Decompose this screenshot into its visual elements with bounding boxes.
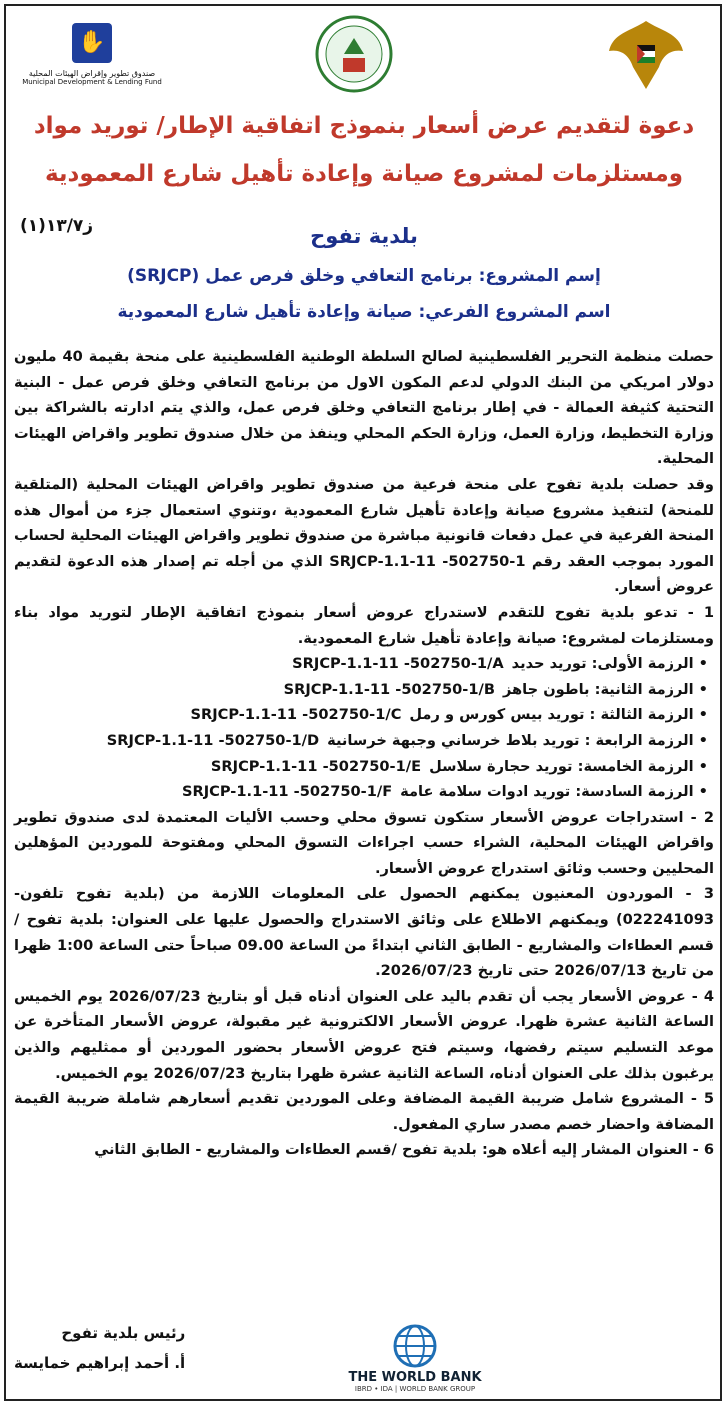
intro-paragraph-1: حصلت منظمة التحرير الفلسطينية لصالح السلطة الوطنية الفلسطينية على منحة بقيمة 40 مليون دولار امريكي من البنك الدولي لدعم المكون الاول من برنامج التعافي وخلق فرص عمل - البنية التحتية كثيفة العمالة - في إطار برنامج التعافي وخلق فرص عمل، والذي يتم ادارته بالشراكة بين وزارة التخطيط، وزارة العمل، وزارة الحكم المحلي وينفذ من خلال صندوق تطوير واقراض الهيئات المحلية. bbox=[14, 348, 714, 468]
world-bank-sub: IBRD • IDA | WORLD BANK GROUP bbox=[354, 1384, 476, 1393]
package-label: • الرزمة الثالثة : توريد بيس كورس و رمل bbox=[409, 706, 708, 724]
package-code: SRJCP-1.1-11 -502750-1/C bbox=[190, 706, 402, 724]
announcement-body bbox=[14, 344, 714, 1163]
item-1: 1 - تدعو بلدية تفوح للتقدم لاستدراج عروض أسعار بنموذج اتفاقية الإطار لتوريد مواد بناء ومستلزمات لمشروع: صيانة وإعادة تأهيل شارع المعمودية. bbox=[14, 603, 714, 647]
package-label: • الرزمة الأولى: توريد حديد bbox=[511, 655, 708, 673]
package-code: SRJCP-1.1-11 -502750-1/A bbox=[292, 655, 504, 673]
item-2: 2 - استدراجات عروض الأسعار ستكون تسوق محلي وحسب الأليات المعتمدة لدى صندوق تطوير واقراض الهيئات المحلية، الشراء حسب اجراءات التسوق المحلي ومفتوحة للموردين المؤهلين المحليين وحسب وثائق استدراج عروض الأسعار. bbox=[14, 808, 714, 877]
package-row bbox=[14, 779, 708, 805]
package-code: SRJCP-1.1-11 -502750-1/D bbox=[106, 731, 320, 749]
municipality-seal bbox=[312, 12, 396, 96]
globe-icon bbox=[393, 1324, 437, 1368]
item-3: 3 - الموردون المعنيون يمكنهم الحصول على المعلومات اللازمة من (بلدية تفوح تلفون- 022241093) ويمكنهم الاطلاع على وثائق الاستدراج والحصول عليها على العنوان: بلدية تفوح /قسم العطاءات والمشاريع - الطابق الثاني ابتداءً من الساعة 09.00 صباحاً حتى الساعة 1:00 ظهرا من تاريخ 2026/07/13 حتى تاريخ 2026/07/23. bbox=[14, 885, 714, 980]
world-bank-name: THE WORLD BANK bbox=[348, 1369, 482, 1385]
package-code: SRJCP-1.1-11 -502750-1/E bbox=[210, 757, 422, 775]
reference-number: ز١٣/٧(١) bbox=[20, 216, 94, 236]
project-name: إسم المشروع: برنامج التعافي وخلق فرص عمل (SRJCP) bbox=[127, 266, 601, 286]
package-label: • الرزمة السادسة: توريد ادوات سلامة عامة bbox=[400, 783, 708, 801]
package-code: SRJCP-1.1-11 -502750-1/F bbox=[181, 783, 393, 801]
item-4: 4 - عروض الأسعار يجب أن تقدم باليد على العنوان أدناه قبل أو بتاريخ 2026/07/23 يوم الخميس الساعة الثانية عشرة ظهرا. عروض الأسعار الالكترونية غير مقبولة، عروض الأسعار المتأخرة عن موعد التسليم سيتم رفضها، وسيتم فتح عروض الأسعار بحضور الموردين أو ممثليهم والذين يرغبون بذلك على العنوان أدناه، الساعة الثانية عشرة ظهرا بتاريخ 2026/07/23 يوم الخميس. bbox=[14, 987, 714, 1082]
item-6: 6 - العنوان المشار إليه أعلاه هو: بلدية تفوح /قسم العطاءات والمشاريع - الطابق الثاني bbox=[94, 1141, 714, 1159]
mdlf-name-ar: صندوق تطوير وإقراض الهيئات المحلية bbox=[28, 68, 156, 78]
signature-title: رئيس بلدية تفوح bbox=[61, 1324, 186, 1342]
package-row bbox=[14, 728, 708, 754]
seal-icon bbox=[314, 14, 394, 94]
mdlf-logo bbox=[22, 12, 162, 96]
signature-name: أ. أحمد إبراهيم خمايسة bbox=[14, 1354, 186, 1372]
mdlf-name-en: Municipal Development & Lending Fund bbox=[22, 77, 162, 86]
mdlf-icon: ✋ bbox=[72, 23, 112, 63]
package-row bbox=[14, 651, 708, 677]
signature-block bbox=[14, 1318, 185, 1378]
package-code: SRJCP-1.1-11 -502750-1/B bbox=[283, 680, 495, 698]
package-row bbox=[14, 702, 708, 728]
world-bank-logo bbox=[340, 1318, 490, 1398]
intro-paragraph-2: وقد حصلت بلدية تفوح على منحة فرعية من صندوق تطوير واقراض الهيئات المحلية (المتلقية للمنحة) لتنفيذ مشروع صيانة وإعادة تأهيل شارع المعمودية ،وتنوي استعمال جزء من أموال هذه المنحة الفرعية في عمل دفعات قانونية مباشرة من صندوق تطوير واقراض الهيئات المحلية لحساب المورد بموجب العقد رقم SRJCP-1.1-11 -502750-1 الذي من أجله تم إصدار هذه الدعوة لتقديم عروض أسعار. bbox=[14, 475, 714, 596]
subproject-name: اسم المشروع الفرعي: صيانة وإعادة تأهيل شارع المعمودية bbox=[117, 302, 611, 322]
package-label: • الرزمة الرابعة : توريد بلاط خرساني وجبهة خرسانية bbox=[327, 731, 708, 749]
title-line-2: ومستلزمات لمشروع صيانة وإعادة تأهيل شارع المعمودية bbox=[44, 161, 684, 187]
package-label: • الرزمة الثانية: باطون جاهز bbox=[502, 680, 708, 698]
palestine-emblem bbox=[598, 10, 694, 100]
package-row bbox=[14, 677, 708, 703]
package-label: • الرزمة الخامسة: توريد حجارة سلاسل bbox=[429, 757, 708, 775]
item-5: 5 - المشروع شامل ضريبة القيمة المضافة وعلى الموردين تقديم أسعارهم شاملة ضريبة القيمة المضافة واحضار خصم مصدر ساري المفعول. bbox=[14, 1090, 714, 1133]
municipality-name: بلدية تفوح bbox=[310, 224, 418, 248]
eagle-emblem-icon bbox=[601, 11, 691, 99]
package-row bbox=[14, 754, 708, 780]
title-line-1: دعوة لتقديم عرض أسعار بنموذج اتفاقية الإطار/ توريد مواد bbox=[33, 113, 695, 139]
